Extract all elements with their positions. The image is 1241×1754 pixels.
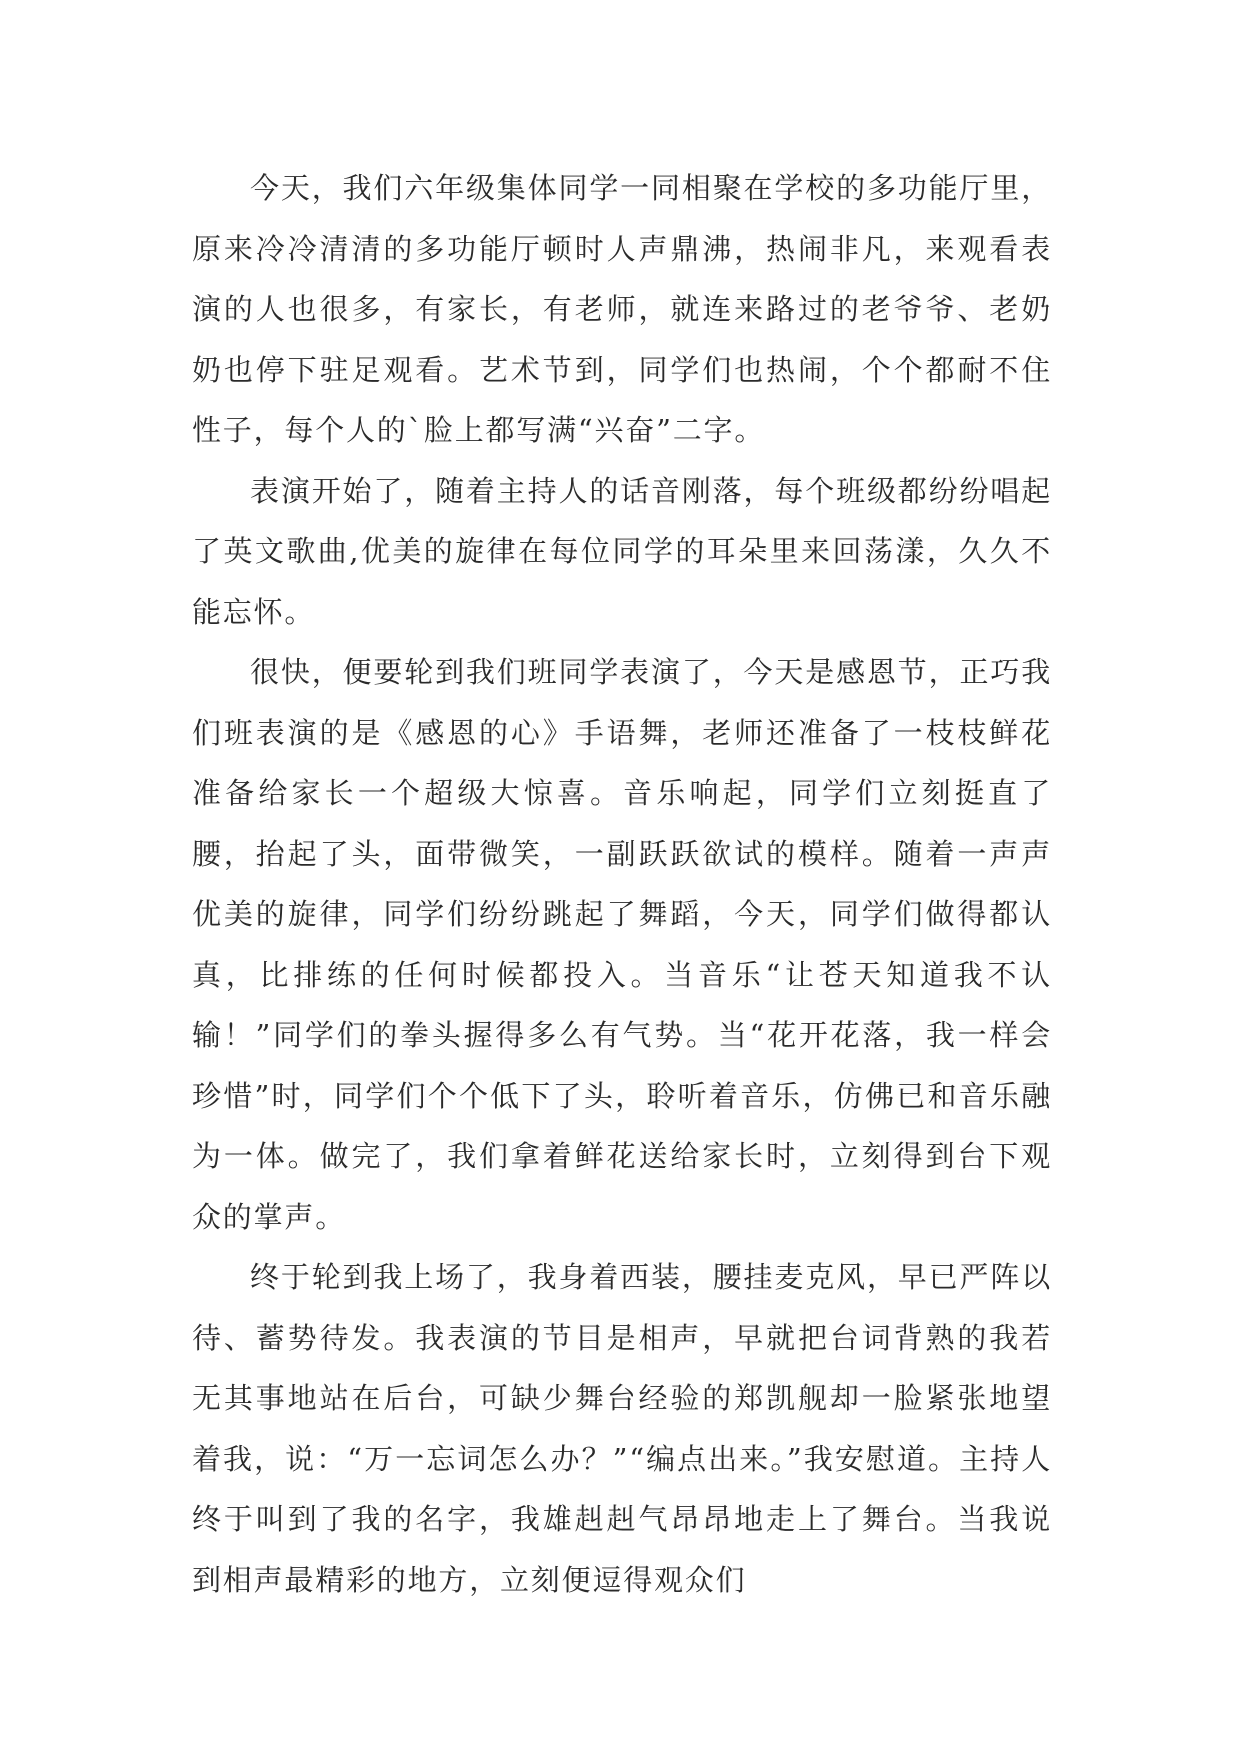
paragraph-2: 表演开始了，随着主持人的话音刚落，每个班级都纷纷唱起了英文歌曲,优美的旋律在每位同学的耳朵里来回荡漾，久久不能忘怀。 [192,473,1052,629]
paragraph-1: 今天，我们六年级集体同学一同相聚在学校的多功能厅里，原来冷冷清清的多功能厅顿时人声鼎沸，热闹非凡，来观看表演的人也很多，有家长，有老师，就连来路过的老爷爷、老奶奶也停下驻足观看。艺术节到，同学们也热闹，个个都耐不住性子，每个人的`脸上都写满“兴奋”二字。 [192,171,1052,447]
paragraph-4: 终于轮到我上场了，我身着西装，腰挂麦克风，早已严阵以待、蓄势待发。我表演的节目是相声，早就把台词背熟的我若无其事地站在后台，可缺少舞台经验的郑凯舰却一脸紧张地望着我，说：“万一忘词怎么办？”“编点出来。”我安慰道。主持人终于叫到了我的名字，我雄赳赳气昂昂地走上了舞台。当我说到相声最精彩的地方，立刻便逗得观众们 [192,1260,1052,1597]
paragraph-3: 很快，便要轮到我们班同学表演了，今天是感恩节，正巧我们班表演的是《感恩的心》手语舞，老师还准备了一枝枝鲜花准备给家长一个超级大惊喜。音乐响起，同学们立刻挺直了腰，抬起了头，面带微笑，一副跃跃欲试的模样。随着一声声优美的旋律，同学们纷纷跳起了舞蹈，今天，同学们做得都认真，比排练的任何时候都投入。当音乐“让苍天知道我不认输！”同学们的拳头握得多么有气势。当“花开花落，我一样会珍惜”时，同学们个个低下了头，聆听着音乐，仿佛已和音乐融为一体。做完了，我们拿着鲜花送给家长时，立刻得到台下观众的掌声。 [192,655,1052,1234]
document-body [192,158,1052,1610]
